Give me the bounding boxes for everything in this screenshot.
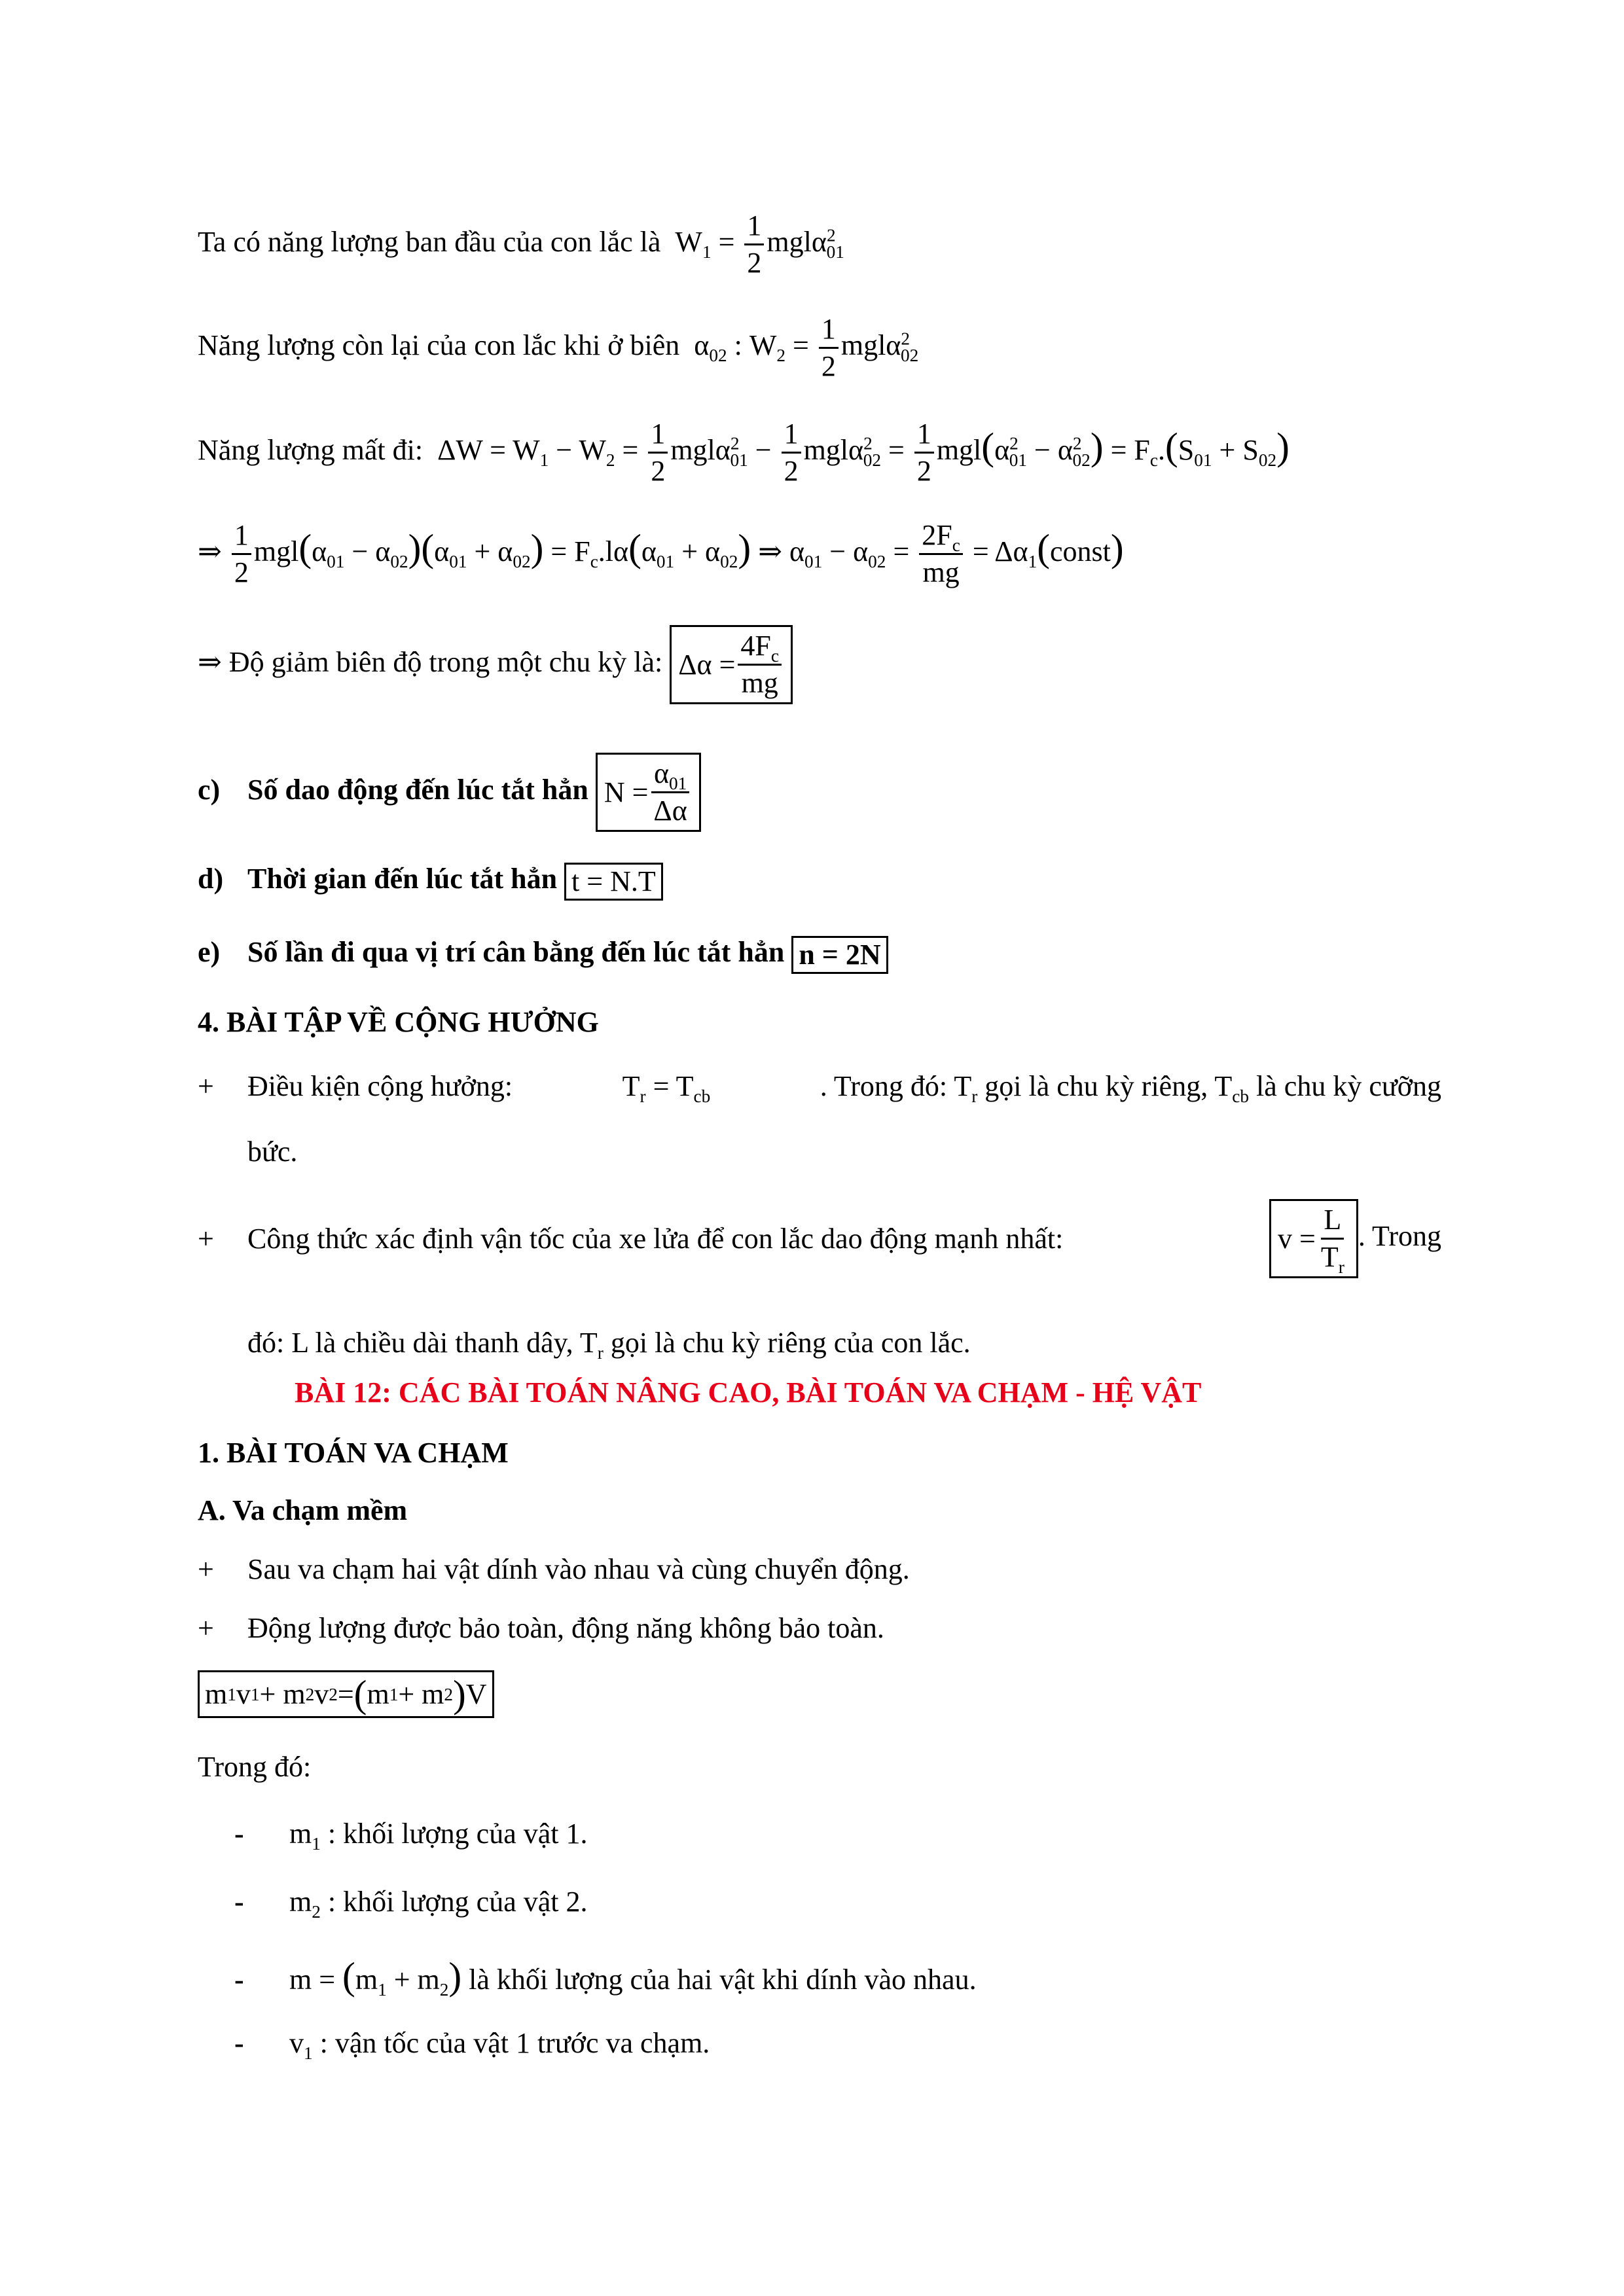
remaining-energy-line: [198, 314, 918, 382]
section-collision: 1. BÀI TOÁN VA CHẠM: [198, 1437, 509, 1469]
boxed-n2: n = 2N: [791, 936, 888, 974]
initial-energy-line: [198, 211, 844, 278]
point-2: + Động lượng được bảo toàn, động năng không bảo toàn.: [198, 1612, 884, 1644]
resonance-heading: 4. BÀI TẬP VỀ CỘNG HƯỞNG: [198, 1006, 599, 1038]
momentum-formula: m 1 v 1 + m 2 v 2 = ( m 1 + m 2 ) V: [198, 1670, 494, 1718]
speed-formula-line: + Công thức xác định vận tốc của xe lửa để con lắc dao động mạnh nhất: v = $\frac{L}{T_r}$ . Trong: [198, 1199, 1441, 1278]
def-m: - $m = (m_1 + m_2)$ là khối lượng của hai vật khi dính vào nhau.: [234, 1954, 977, 2000]
item-d: [198, 863, 663, 901]
item-d-text: Thời gian đến lúc tắt hẳn: [247, 863, 558, 895]
boxed-v: v = $\frac{L}{T_r}$: [1269, 1199, 1358, 1278]
item-e-text: Số lần đi qua vị trí cân bằng đến lúc tắt hẳn: [247, 936, 785, 969]
amplitude-drop-line: ⇒ Độ giảm biên độ trong một chu kỳ là: Δα = $\frac{4F_c}{mg}$: [198, 625, 793, 704]
item-e: [198, 936, 888, 974]
bullet-plus: +: [198, 1070, 214, 1102]
def-v1: - $v_1$ : vận tốc của vật 1 trước va chạm.: [234, 2027, 710, 2063]
item-d-label: d): [198, 863, 224, 895]
lesson-title: BÀI 12: CÁC BÀI TOÁN NÂNG CAO, BÀI TOÁN VA CHẠM - HỆ VẬT: [295, 1376, 1202, 1408]
formula-w2: $\alpha_{02}$ : $W_2$ = $\frac{1}{2}$ mglα$^2_{02}$: [687, 313, 919, 383]
boxed-t: t = N.T: [564, 863, 663, 901]
derivation-line: [198, 520, 1124, 588]
boxed-delta-alpha: Δα = $\frac{4F_c}{mg}$: [670, 625, 793, 704]
amplitude-drop-text: Độ giảm biên độ trong một chu kỳ là:: [228, 645, 663, 678]
resonance-condition: + Điều kiện cộng hưởng: $T_r = T_{cb}$ . Trong đó: $T_r$ gọi là chu kỳ riêng, $T_{cb}$ là chu kỳ cưỡng: [198, 1070, 1441, 1106]
formula-delta-w: $\Delta W = W_1 - W_2$ = $\frac{1}{2}$ mglα$^2_{01}$ − $\frac{1}{2}$ mglα$^2_{02}$ = $\frac{1}{2}$ $mgl(\alpha^2_{01} - \alpha^2_{02}) = F_c.(S_{01} + S_{02})$: [430, 418, 1290, 488]
initial-energy-text: Ta có năng lượng ban đầu của con lắc là: [198, 225, 661, 258]
where-label: Trong đó:: [198, 1751, 312, 1783]
formula-w1: $W_1$ = $\frac{1}{2}$ mglα$^2_{01}$: [668, 209, 844, 279]
lost-energy-text: Năng lượng mất đi:: [198, 433, 424, 466]
def-m2: - $m_2$ : khối lượng của vật 2.: [234, 1886, 588, 1922]
item-c-label: c): [198, 773, 221, 806]
remaining-energy-text: Năng lượng còn lại của con lắc khi ở biên: [198, 329, 680, 361]
item-c: [198, 753, 701, 832]
formula-derivation: ⇒ $\frac{1}{2}$ $mgl(\alpha_{01} - \alpha_{02})(\alpha_{01} + \alpha_{02}) = F_c.l\alpha(\alpha_{01} + \alpha_{02})$ ⇒ $\alpha_{01} - \alpha_{02}$ = $\frac{2F_c}{mg}$ = $\Delta\alpha_1(const)$: [198, 519, 1124, 589]
lost-energy-line: [198, 419, 1290, 486]
boxed-n: N = $\frac{\alpha_{01}}{\Delta\alpha}$: [596, 753, 701, 832]
section-soft-collision: A. Va chạm mềm: [198, 1494, 408, 1526]
def-m1: - $m_1$ : khối lượng của vật 1.: [234, 1818, 588, 1854]
item-e-label: e): [198, 936, 221, 969]
resonance-condition-cont: bức.: [247, 1136, 298, 1168]
speed-formula-cont: đó: L là chiều dài thanh dây, $T_r$ gọi là chu kỳ riêng của con lắc.: [247, 1327, 971, 1363]
point-1: + Sau va chạm hai vật dính vào nhau và cùng chuyển động.: [198, 1553, 910, 1585]
item-c-text: Số dao động đến lúc tắt hẳn: [247, 773, 588, 806]
